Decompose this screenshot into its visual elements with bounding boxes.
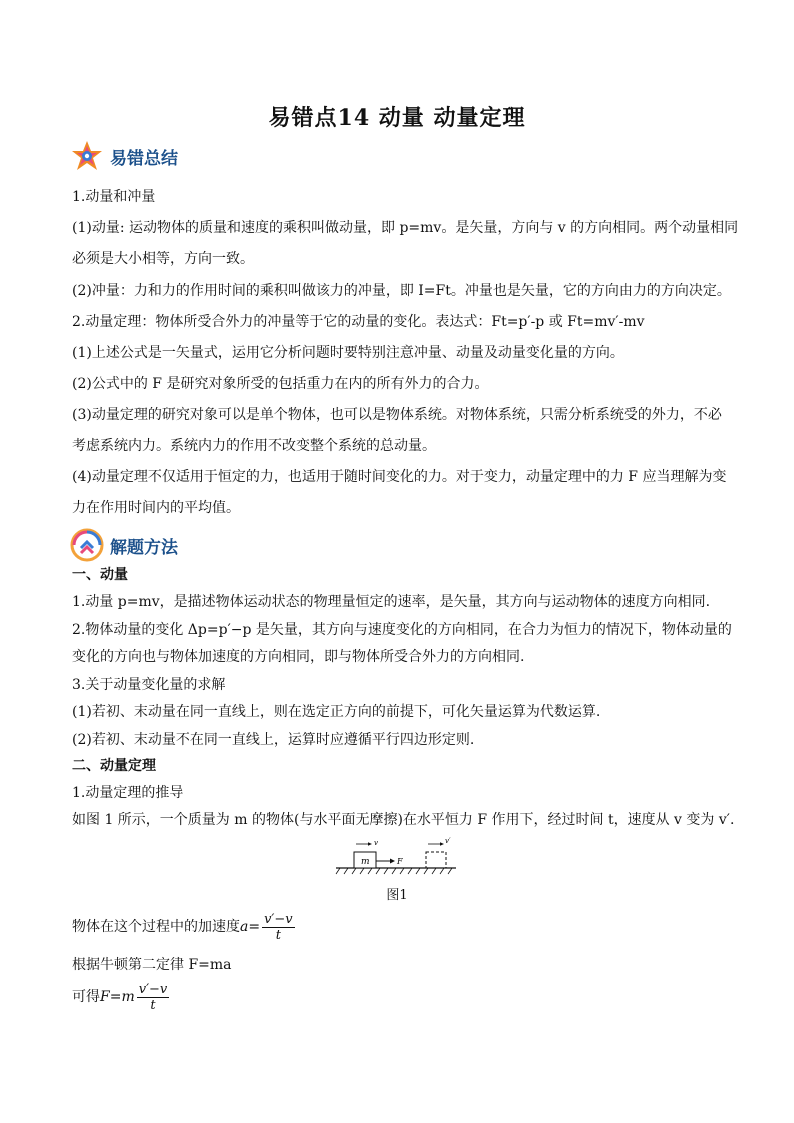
block-mass-label: m — [361, 857, 370, 867]
formula-lhs: F=m — [100, 989, 135, 1005]
method-line: 如图 1 所示，一个质量为 m 的物体(与水平面无摩擦)在水平恒力 F 作用下，经过时间 t，速度从 v 变为 v′. — [72, 812, 735, 828]
method-line: 2.物体动量的变化 Δp=p′−p 是矢量，其方向与速度变化的方向相同，在合力为恒力的情况下，物体动量的 — [72, 622, 732, 638]
section-method-header — [70, 527, 178, 563]
summary-line: (3)动量定理的研究对象可以是单个物体，也可以是物体系统。对物体系统，只需分析系统受的外力，不必 — [72, 407, 722, 423]
method-line: (1)若初、末动量在同一直线上，则在选定正方向的前提下，可化矢量运算为代数运算. — [72, 704, 601, 720]
force-label: F — [397, 857, 403, 866]
section-summary-header — [70, 138, 178, 174]
stacked-arrows-badge-icon — [70, 528, 104, 562]
figure-block-on-surface — [334, 834, 458, 876]
formula-newton: 根据牛顿第二定律 F=ma — [72, 957, 232, 973]
method-line: (2)若初、末动量不在同一直线上，运算时应遵循平行四边形定则. — [72, 732, 475, 748]
section-summary-label: 易错总结 — [110, 148, 178, 169]
fraction-numerator: v′−v — [138, 981, 168, 997]
method-line: 1.动量 p=mv，是描述物体运动状态的物理量恒定的速率，是矢量，其方向与运动物体的速度方向相同. — [72, 594, 711, 610]
final-velocity-label: v′ — [445, 837, 451, 845]
fraction-numerator: v′−v — [264, 911, 293, 927]
subheading-theorem: 二、动量定理 — [72, 758, 156, 774]
summary-line: 考虑系统内力。系统内力的作用不改变整个系统的总动量。 — [72, 438, 436, 454]
page-title: 易错点14 动量 动量定理 — [268, 105, 526, 131]
summary-line: (1)动量: 运动物体的质量和速度的乘积叫做动量，即 p=mv。是矢量，方向与 v 的方向相同。两个动量相同 — [72, 220, 739, 236]
summary-line: 1.动量和冲量 — [72, 189, 156, 205]
formula-force — [72, 980, 732, 1014]
method-line: 1.动量定理的推导 — [72, 785, 184, 801]
summary-line: (4)动量定理不仅适用于恒定的力，也适用于随时间变化的力。对于变力，动量定理中的力 F 应当理解为变 — [72, 469, 727, 485]
fraction — [262, 912, 295, 943]
method-line: 变化的方向也与物体加速度的方向相同，即与物体所受合外力的方向相同. — [72, 649, 525, 665]
star-badge-icon — [70, 139, 104, 173]
summary-line: 2.动量定理：物体所受合外力的冲量等于它的动量的变化。表达式：Ft=p′-p 或 Ft=mv′-mv — [72, 314, 645, 330]
velocity-label: v — [374, 839, 378, 847]
fraction-denominator: t — [275, 927, 281, 943]
summary-line: 必须是大小相等，方向一致。 — [72, 251, 254, 267]
section-method-label: 解题方法 — [110, 537, 178, 558]
fraction — [137, 982, 170, 1013]
formula-acceleration — [72, 910, 732, 944]
summary-line: (1)上述公式是一矢量式，运用它分析问题时要特别注意冲量、动量及动量变化量的方向。 — [72, 345, 624, 361]
formula-lhs: a= — [240, 919, 261, 935]
subheading-momentum: 一、动量 — [72, 567, 128, 583]
method-line: 3.关于动量变化量的求解 — [72, 677, 226, 693]
formula-prefix: 物体在这个过程中的加速度 — [72, 919, 240, 935]
figure-caption: 图1 — [386, 888, 408, 903]
formula-prefix: 可得 — [72, 989, 100, 1005]
summary-line: (2)冲量：力和力的作用时间的乘积叫做该力的冲量，即 I=Ft。冲量也是矢量，它的方向由力的方向决定。 — [72, 283, 731, 299]
summary-line: (2)公式中的 F 是研究对象所受的包括重力在内的所有外力的合力。 — [72, 376, 489, 392]
fraction-denominator: t — [150, 997, 156, 1013]
summary-line: 力在作用时间内的平均值。 — [72, 500, 240, 516]
